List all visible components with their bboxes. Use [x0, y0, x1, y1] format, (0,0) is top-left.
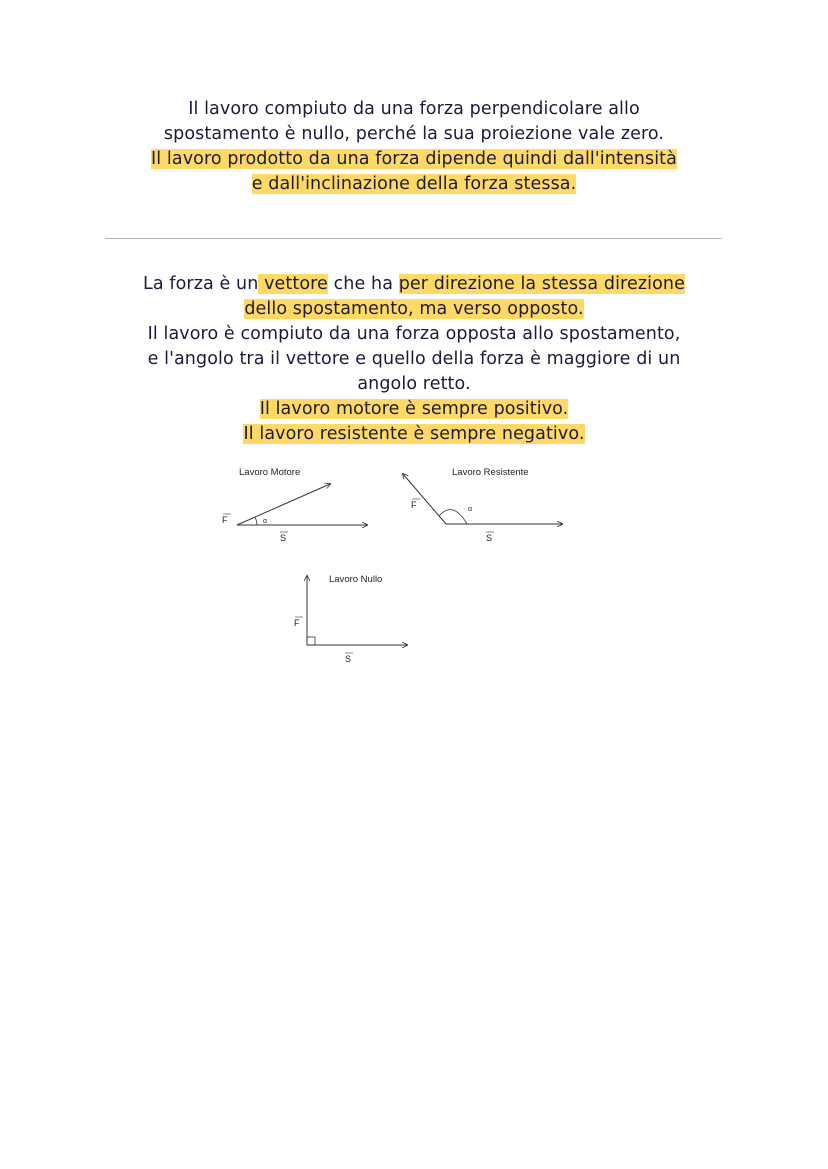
displacement-label: S: [486, 533, 493, 543]
highlighted-text: Il lavoro motore è sempre positivo.: [259, 399, 569, 419]
horizontal-divider: [105, 238, 722, 239]
text-line: spostamento è nullo, perché la sua proiezione vale zero.: [163, 124, 665, 144]
diagram-title: Lavoro Resistente: [452, 467, 529, 478]
force-vector: [403, 474, 446, 524]
diagram-title: Lavoro Nullo: [329, 574, 383, 585]
displacement-label: S: [280, 533, 287, 543]
highlighted-text: Il lavoro resistente è sempre negativo.: [243, 424, 585, 444]
highlighted-text: per direzione la stessa direzione: [398, 274, 685, 294]
displacement-label: S: [345, 654, 352, 664]
force-label: F: [294, 618, 300, 628]
force-label: F: [222, 515, 228, 525]
diagram-lavoro-motore: [215, 460, 385, 550]
highlighted-text: vettore: [258, 274, 328, 294]
force-label: F: [411, 500, 417, 510]
highlighted-text: e dall'inclinazione della forza stessa.: [251, 174, 577, 194]
highlighted-text: Il lavoro prodotto da una forza dipende quindi dall'intensità: [151, 149, 677, 169]
text-segment: che ha: [327, 274, 399, 294]
diagram-lavoro-resistente: [395, 460, 570, 550]
paragraph-perpendicular-force: [100, 97, 728, 197]
force-vector: [237, 484, 330, 525]
angle-arc: [255, 517, 257, 525]
text-segment: La forza è un: [143, 274, 259, 294]
paragraph-opposite-force: [100, 272, 728, 447]
text-line: e l'angolo tra il vettore e quello della forza è maggiore di un: [147, 349, 681, 369]
angle-arc: [439, 510, 467, 524]
text-line: angolo retto.: [357, 374, 471, 394]
highlighted-text: dello spostamento, ma verso opposto.: [244, 299, 584, 319]
diagram-title: Lavoro Motore: [239, 467, 301, 478]
diagram-lavoro-nullo: [285, 565, 415, 670]
text-line: Il lavoro compiuto da una forza perpendicolare allo: [188, 99, 640, 119]
angle-label: α: [263, 518, 268, 525]
right-angle-mark: [307, 637, 315, 645]
angle-label: α: [468, 506, 473, 513]
text-line: Il lavoro è compiuto da una forza opposta allo spostamento,: [147, 324, 681, 344]
